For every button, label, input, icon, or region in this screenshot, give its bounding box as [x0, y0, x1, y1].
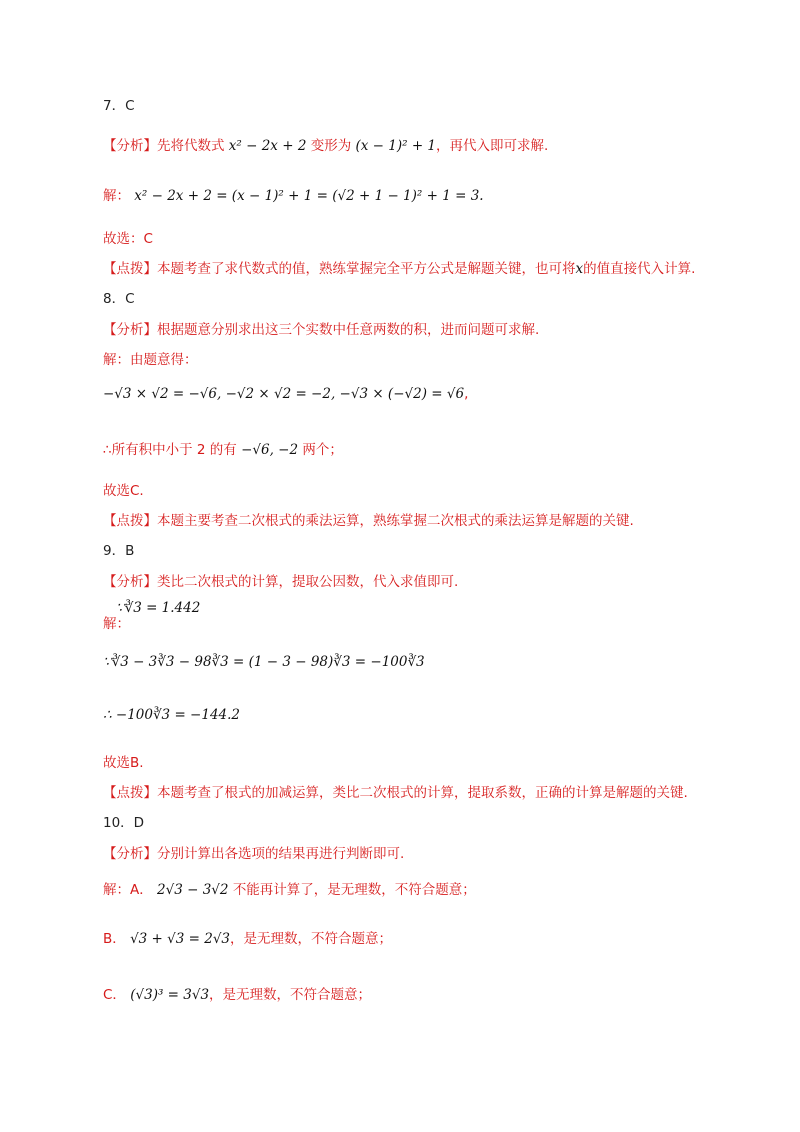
q8-choice-text: 故选C.: [103, 483, 144, 499]
q8-conclusion-math: −√6, −2: [241, 442, 299, 458]
q8-tip-text: 本题主要考查二次根式的乘法运算，熟练掌握二次根式的乘法运算是解题的关键.: [157, 513, 634, 529]
q9-analysis-text: 类比二次根式的计算，提取公因数，代入求值即可.: [157, 574, 459, 590]
q7-tip-text-b: 的值直接代入计算.: [583, 261, 696, 277]
q7-tip-tag: 【点拨】: [103, 261, 157, 277]
q10-option-a-math: 2√3 − 3√2: [157, 882, 229, 898]
q7-solution: [103, 186, 484, 206]
q8-tip: [103, 511, 634, 531]
q9-analysis: [103, 572, 458, 592]
q9-step-2-math: ∴ −100∛3 = −144.2: [103, 707, 241, 723]
q7-expression-1: x² − 2x + 2: [228, 138, 307, 154]
q10-analysis-text: 分别计算出各选项的结果再进行判断即可.: [157, 846, 405, 862]
q7-analysis-tag: 【分析】: [103, 138, 157, 154]
q7-solution-end: .: [479, 188, 484, 204]
q10-option-b-label: B．: [103, 931, 126, 947]
q9-tip-tag: 【点拨】: [103, 785, 157, 801]
q7-tip-text-a: 本题考查了求代数式的值，熟练掌握完全平方公式是解题关键，也可将: [157, 261, 576, 277]
q9-choice-text: 故选B.: [103, 755, 144, 771]
q8-tip-tag: 【点拨】: [103, 513, 157, 529]
q10-option-b-math: √3 + √3 = 2√3: [130, 931, 231, 947]
q10-option-c-label: C．: [103, 987, 126, 1003]
q8-analysis-tag: 【分析】: [103, 322, 157, 338]
q10-number: [103, 813, 144, 833]
q7-analysis: [103, 136, 548, 156]
q8-number-text: 8．C: [103, 291, 135, 307]
q9-step-1-math: ∵∛3 − 3∛3 − 98∛3 = (1 − 3 − 98)∛3 = −100∛3: [103, 654, 425, 670]
q7-tip-variable: x: [575, 261, 584, 277]
q9-given-math: ∵∛3 = 1.442: [116, 600, 201, 616]
q10-analysis: [103, 844, 404, 864]
q9-number-text: 9．B: [103, 543, 135, 559]
q7-choice-text: 故选：C: [103, 231, 153, 247]
q9-tip: [103, 783, 688, 803]
q8-solution-math: [103, 384, 468, 404]
q10-option-b-text: ，是无理数，不符合题意；: [230, 931, 393, 947]
q7-number: [103, 96, 135, 116]
q8-conclusion-text-b: 两个；: [302, 442, 343, 458]
q10-analysis-tag: 【分析】: [103, 846, 157, 862]
q8-conclusion: [103, 440, 343, 460]
q9-step-2: [103, 705, 240, 725]
q9-choice: [103, 753, 144, 773]
q10-option-c-text: ，是无理数，不符合题意；: [209, 987, 372, 1003]
q8-solution-math-text: −√3 × √2 = −√6, −√2 × √2 = −2, −√3 × (−√2) = √6: [103, 386, 465, 402]
q8-analysis-text: 根据题意分别求出这三个实数中任意两数的积，进而问题可求解.: [157, 322, 540, 338]
q7-choice: [103, 229, 153, 249]
q10-number-text: 10．D: [103, 815, 145, 831]
q7-solution-math: x² − 2x + 2 = (x − 1)² + 1 = (√2 + 1 − 1)² + 1 = 3: [134, 188, 480, 204]
q10-option-a: [103, 880, 476, 900]
q8-solution-label-text: 解：由题意得：: [103, 352, 198, 368]
q9-analysis-tag: 【分析】: [103, 574, 157, 590]
q8-conclusion-text-a: ∴所有积中小于 2 的有: [103, 442, 237, 458]
q8-solution-label: [103, 350, 198, 370]
q10-option-a-label: 解：A．: [103, 882, 153, 898]
q9-tip-text: 本题考查了根式的加减运算，类比二次根式的计算，提取系数，正确的计算是解题的关键.: [157, 785, 688, 801]
q10-option-b: [103, 929, 392, 949]
q8-choice: [103, 481, 144, 501]
q9-number: [103, 541, 134, 561]
q10-option-a-text: 不能再计算了，是无理数，不符合题意；: [232, 882, 476, 898]
q7-solution-label: 解：: [103, 188, 130, 204]
q7-analysis-text-c: ，再代入即可求解.: [436, 138, 549, 154]
q7-expression-2: (x − 1)² + 1: [355, 138, 437, 154]
q8-number: [103, 289, 135, 309]
q9-solution-label-text: 解：: [103, 616, 130, 632]
q9-step-1: [103, 652, 425, 672]
q7-number-text: 7．C: [103, 98, 135, 114]
q9-solution-label: [103, 614, 130, 634]
q10-option-c-math: (√3)³ = 3√3: [130, 987, 210, 1003]
q7-analysis-text-a: 先将代数式: [157, 138, 225, 154]
q8-analysis: [103, 320, 539, 340]
q7-analysis-text-b: 变形为: [310, 138, 352, 154]
q7-tip: [103, 259, 695, 279]
q8-solution-end: ,: [464, 386, 469, 402]
q10-option-c: [103, 985, 371, 1005]
